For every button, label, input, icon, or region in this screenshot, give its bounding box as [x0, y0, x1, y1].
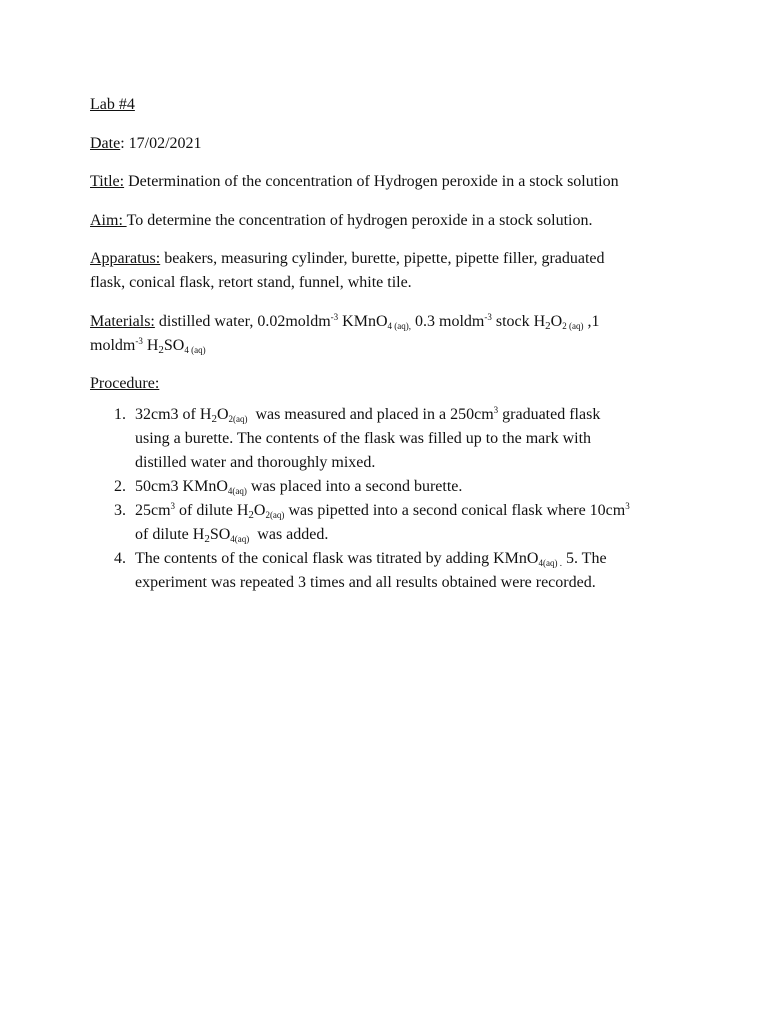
step-text: using a burette. The contents of the flask was filled up to the mark with	[135, 430, 592, 447]
apparatus-text-1: beakers, measuring cylinder, burette, pipette, pipette filler, graduated	[160, 250, 605, 267]
materials-sup: -3	[484, 311, 492, 322]
materials-sub: 2	[545, 319, 551, 332]
materials-sup: -3	[135, 335, 143, 346]
materials-sub: 4 (aq),	[387, 320, 411, 331]
step-fragment: was placed into a second burette.	[246, 478, 463, 495]
step-fragment: O	[216, 406, 229, 423]
step-subscript: 2	[211, 413, 217, 425]
materials-line-1	[90, 313, 599, 330]
step-text	[135, 502, 630, 519]
step-fragment: 25cm	[135, 502, 171, 519]
aim-label: Aim:	[90, 211, 127, 229]
step-subscript: 2(aq)	[265, 510, 285, 520]
materials-text: ,1	[583, 312, 600, 330]
step-fragment: was added.	[249, 526, 329, 543]
step-subscript: 4(aq)	[227, 486, 247, 496]
step-number: 4.	[114, 550, 126, 567]
step-text	[135, 406, 600, 423]
materials-text: O	[550, 312, 563, 330]
materials-text: stock H	[491, 312, 546, 330]
procedure-label: Procedure:	[90, 375, 160, 392]
step-fragment: 5. The	[561, 550, 607, 567]
step-text: experiment was repeated 3 times and all results obtained were recorded.	[135, 574, 596, 591]
step-superscript: 3	[493, 405, 499, 415]
materials-sub: 2 (aq)	[562, 320, 584, 331]
apparatus-section	[90, 247, 690, 295]
materials-label: Materials:	[90, 312, 155, 330]
step-subscript: 4(aq)	[230, 534, 250, 544]
materials-line-2	[90, 337, 206, 354]
procedure-step	[90, 499, 690, 547]
step-subscript: 2(aq)	[228, 414, 248, 424]
step-number: 2.	[114, 478, 126, 495]
step-fragment: 50cm3 KMnO	[135, 478, 228, 495]
step-text	[135, 526, 328, 543]
materials-text: H	[142, 336, 159, 354]
procedure-list	[90, 403, 690, 595]
materials-text: 0.3 moldm	[411, 312, 485, 330]
materials-sub: 4 (aq)	[184, 344, 206, 355]
lab-number	[90, 93, 690, 117]
materials-text: KMnO	[338, 312, 388, 330]
date-value: : 17/02/2021	[120, 134, 202, 152]
step-superscript: 3	[170, 501, 176, 511]
step-subscript: 4(aq) .	[538, 558, 562, 568]
step-fragment: O	[253, 502, 266, 519]
step-fragment: was pipetted into a second conical flask where 10cm	[284, 502, 626, 519]
date-line	[90, 132, 690, 156]
step-fragment: was measured and placed in a 250cm	[247, 406, 494, 423]
step-text	[135, 550, 607, 567]
document-page	[90, 93, 690, 595]
title-label: Title:	[90, 173, 125, 190]
procedure-step	[90, 403, 690, 475]
apparatus-line-2: flask, conical flask, retort stand, funnel, white tile.	[90, 274, 412, 291]
apparatus-label: Apparatus:	[90, 250, 161, 267]
step-fragment: of dilute H	[175, 502, 249, 519]
aim-line	[90, 209, 690, 233]
procedure-heading	[90, 372, 690, 396]
lab-heading: Lab #4	[90, 96, 135, 113]
materials-sup: -3	[330, 311, 339, 322]
materials-text: moldm	[90, 336, 136, 354]
step-fragment: SO	[209, 526, 231, 543]
step-number: 1.	[114, 406, 126, 423]
step-number: 3.	[114, 502, 126, 519]
step-text	[135, 478, 462, 495]
step-superscript: 3	[625, 501, 630, 511]
materials-sub: 2	[158, 343, 164, 356]
materials-section	[90, 310, 690, 358]
procedure-step	[90, 475, 690, 499]
title-line	[90, 170, 690, 194]
step-fragment: The contents of the conical flask was titrated by adding KMnO	[135, 550, 539, 567]
procedure-step	[90, 547, 690, 595]
materials-text: SO	[163, 336, 185, 354]
step-subscript: 2	[204, 533, 210, 545]
step-subscript: 2	[248, 509, 254, 521]
materials-text: distilled water, 0.02moldm	[154, 312, 331, 330]
step-fragment: graduated flask	[498, 406, 601, 423]
title-value: Determination of the concentration of Hydrogen peroxide in a stock solution	[124, 173, 619, 190]
apparatus-line-1	[90, 250, 605, 267]
date-label: Date	[90, 134, 121, 152]
step-fragment: of dilute H	[135, 526, 205, 543]
step-fragment: 32cm3 of H	[135, 406, 212, 423]
aim-value: To determine the concentration of hydrogen peroxide in a stock solution.	[126, 211, 593, 229]
step-text: distilled water and thoroughly mixed.	[135, 454, 376, 471]
